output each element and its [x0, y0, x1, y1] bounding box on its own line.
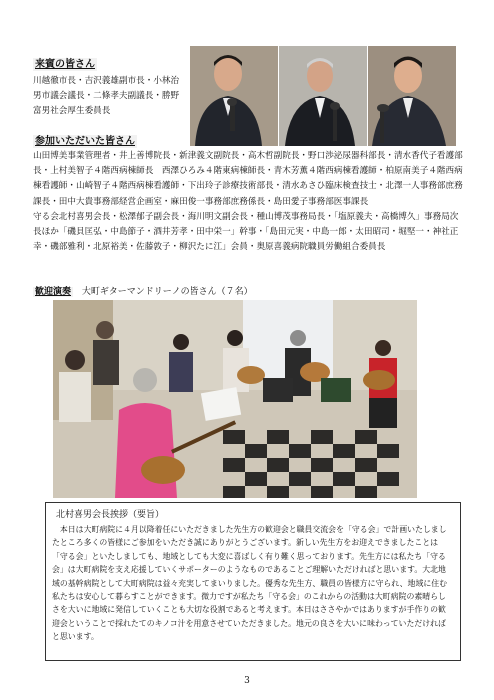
chairman-speech-box — [45, 502, 461, 661]
guest-speakers-photo — [190, 46, 456, 146]
participants-header: 参加いただいた皆さん — [35, 136, 135, 147]
ensemble-photo — [53, 300, 417, 498]
participants-hospital: 山田博美事業管理者・井上善博院長・新津義文副院長・高木哲副院長・野口渉泌尿器科部長・清水香代子看護部長・上村美智子４階西病棟師長 西澤ひろみ４階東病棟師長・青木芳薫４階西病棟看護師・柏原南美子４階西病棟看護師・山崎智子４階西病棟看護師・下出玲子診療技術部長・清水あさひ臨床検査技士・北澤一人事務部庶務課長・田中大貴事務部経営企画室・麻田俊一事務部庶務係長・島田愛子事務部医事課長 — [33, 151, 463, 207]
ensemble-image — [53, 300, 417, 498]
guests-header: 来賓の皆さん — [35, 59, 95, 70]
guests-list: 川越徹市長・吉沢義雄副市長・小林治男市議会議長・二條孝夫副議長・勝野富男社会厚生委員長 — [33, 76, 180, 117]
welcome-label: 歓迎演奏 — [35, 287, 72, 297]
speech-body: 本日は大町病院に４月以降着任にいただきました先生方の歓迎会と職員交流会を「守る会」で計画いたしましたところ多くの皆様にご参加をいただき誠にありがとうございます。新しい先生方をお迎えできましたことは「守る会」といたしましても、地域としても大変に喜ばしく有り難く思っております。先生方には私たち「守る会」は大町病院を支え応援していくサポーターのようなものであることご理解いただければと思います。大北地域の基幹病院として大町病院は益々充実してまいりました。優秀な先生方、職員の皆様方に守られ、地域に住む私たちは安心して暮らすことができます。微力ですが私たち「守る会」のこれからの活動は大町病院の素晴らしさを大いに地域に発信していくことも大切な役割であると考えます。本日はささやかではありますが手作りの歓迎会ということで採れたてのキノコ汁を用意させていただきました。地元の良さを大いに味わっていただければと思います。 — [52, 525, 448, 642]
welcome-description: 大町ギターマンドリーノの皆さん（７名） — [81, 287, 253, 297]
speech-title: 北村喜男会長挨拶（要旨） — [56, 510, 165, 520]
guest-speakers-image — [190, 46, 456, 146]
participants-association: 守る会北村喜男会長・松澤郁子副会長・海川明文副会長・種山博茂事務局長・「塩原義夫・高橋博久」事務局次長ほか「磯貝匡弘・中島節子・酒井芳孝・田中栄一」幹事・「島田元実・中島一郎・太田昭司・堀堅一・神社正幸・磯部雅利・北原裕美・佐藤敦子・柳沢たに江」会員・奥原喜義病院職員労働組合委員長 — [33, 211, 459, 253]
page-number: 3 — [244, 676, 250, 686]
participants-list — [33, 149, 463, 255]
welcome-performance-caption — [33, 286, 253, 299]
